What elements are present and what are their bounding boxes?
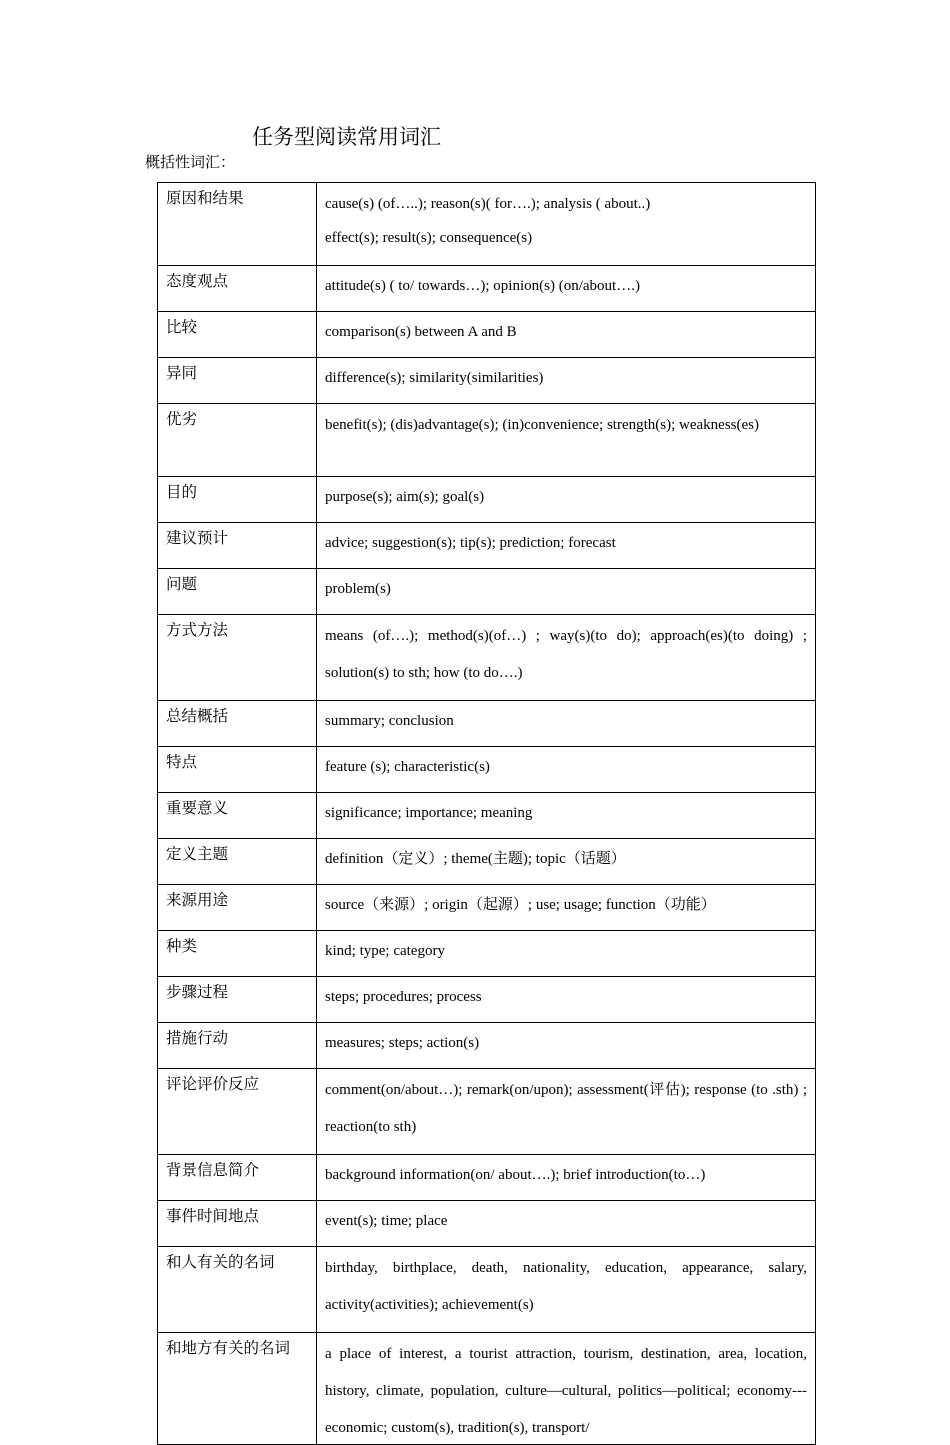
vocabulary-cell: purpose(s); aim(s); goal(s) [317,477,816,523]
vocabulary-cell: source（来源）; origin（起源）; use; usage; function（功能） [317,885,816,931]
table-row [158,1247,816,1333]
category-cell: 步骤过程 [158,977,317,1023]
category-cell: 总结概括 [158,701,317,747]
category-cell: 事件时间地点 [158,1201,317,1247]
vocabulary-cell: summary; conclusion [317,701,816,747]
table-row [158,312,816,358]
category-cell: 评论评价反应 [158,1069,317,1155]
category-cell: 优劣 [158,404,317,477]
category-cell: 重要意义 [158,793,317,839]
table-row [158,266,816,312]
table-row [158,569,816,615]
category-cell: 方式方法 [158,615,317,701]
category-cell: 和人有关的名词 [158,1247,317,1333]
vocabulary-cell: comparison(s) between A and B [317,312,816,358]
table-row [158,358,816,404]
category-cell: 原因和结果 [158,183,317,266]
section-subtitle: 概括性词汇： [145,153,236,171]
vocabulary-cell [317,1333,816,1445]
vocabulary-cell: difference(s); similarity(similarities) [317,358,816,404]
category-cell: 来源用途 [158,885,317,931]
vocabulary-cell: measures; steps; action(s) [317,1023,816,1069]
category-cell: 目的 [158,477,317,523]
vocabulary-cell: benefit(s); (dis)advantage(s); (in)convenience; strength(s); weakness(es) [317,404,816,477]
vocabulary-cell: advice; suggestion(s); tip(s); prediction; forecast [317,523,816,569]
vocabulary-text-clip: a place of interest, a tourist attraction, tourism, destination, area, location, history, climate, population, culture—cultural, politics—political; economy---economic; custom(s), tradition(s), transport/ [325,1346,807,1436]
table-row [158,523,816,569]
table-row [158,839,816,885]
vocabulary-cell: steps; procedures; process [317,977,816,1023]
table-row [158,404,816,477]
table-row [158,1201,816,1247]
table-row [158,885,816,931]
category-cell: 态度观点 [158,266,317,312]
table-row [158,1069,816,1155]
vocabulary-table [157,182,816,1445]
table-row [158,1333,816,1445]
vocabulary-cell: comment(on/about…); remark(on/upon); assessment(评估); response (to .sth) ; reaction(to sth) [317,1069,816,1155]
vocabulary-cell [317,183,816,266]
table-row [158,747,816,793]
table-row [158,793,816,839]
table-row [158,977,816,1023]
table-row [158,183,816,266]
category-cell: 异同 [158,358,317,404]
table-row [158,701,816,747]
vocabulary-line: effect(s); result(s); consequence(s) [325,230,533,246]
vocabulary-cell: birthday, birthplace, death, nationality, education, appearance, salary, activity(activities); achievement(s) [317,1247,816,1333]
vocabulary-cell: significance; importance; meaning [317,793,816,839]
category-cell: 措施行动 [158,1023,317,1069]
category-cell: 特点 [158,747,317,793]
category-cell: 问题 [158,569,317,615]
vocabulary-line: cause(s) (of…..); reason(s)( for….); analysis ( about..) [325,196,651,212]
category-cell: 定义主题 [158,839,317,885]
vocabulary-cell: kind; type; category [317,931,816,977]
category-cell: 背景信息简介 [158,1155,317,1201]
vocabulary-cell: background information(on/ about….); brief introduction(to…) [317,1155,816,1201]
vocabulary-cell: definition（定义）; theme(主题); topic（话题） [317,839,816,885]
table-row [158,477,816,523]
category-cell: 比较 [158,312,317,358]
table-row [158,1023,816,1069]
vocabulary-cell: attitude(s) ( to/ towards…); opinion(s) (on/about….) [317,266,816,312]
table-row [158,615,816,701]
category-cell: 建议预计 [158,523,317,569]
table-row [158,1155,816,1201]
category-cell: 种类 [158,931,317,977]
table-row [158,931,816,977]
vocabulary-cell: feature (s); characteristic(s) [317,747,816,793]
vocabulary-cell: means (of….); method(s)(of…) ; way(s)(to do); approach(es)(to doing) ; solution(s) to sth; how (to do….) [317,615,816,701]
category-cell: 和地方有关的名词 [158,1333,317,1445]
page-title: 任务型阅读常用词汇 [252,125,441,149]
vocabulary-cell: problem(s) [317,569,816,615]
vocabulary-cell: event(s); time; place [317,1201,816,1247]
